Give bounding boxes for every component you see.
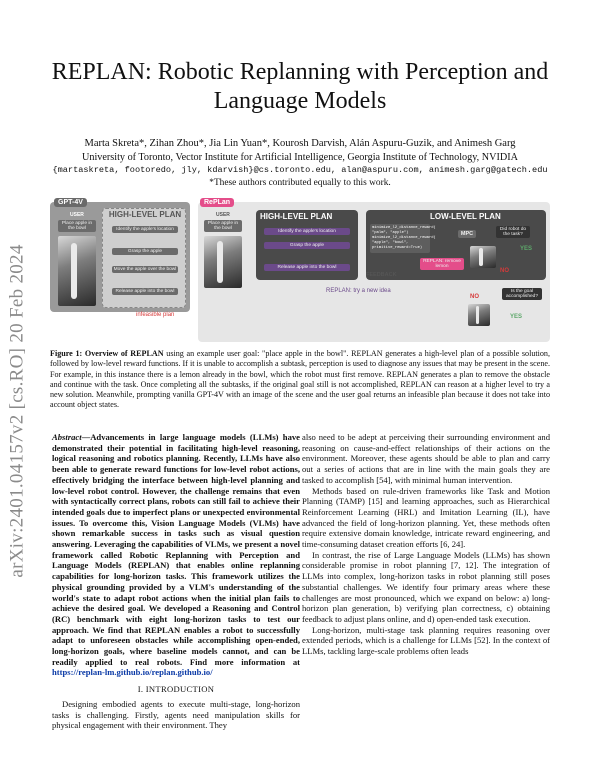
left-step-1: Identify the apple's location xyxy=(112,226,178,233)
robot-image xyxy=(470,246,496,268)
left-step-4: Release apple into the bowl xyxy=(112,288,178,295)
replan-user-label: USER xyxy=(216,212,230,218)
reward-code: minimize_l2_distance_reward( "palm", "apple") minimize_l2_distance_reward( "apple", "bowl", primitive_reward=True) xyxy=(370,224,430,253)
figure-caption xyxy=(50,349,550,411)
replan-remove-lemon: REPLAN: remove lemon xyxy=(420,258,464,270)
left-step-2: Grasp the apple xyxy=(112,248,178,255)
hl-step-3: Release apple into the bowl xyxy=(264,264,350,271)
scene-image-left xyxy=(58,236,96,306)
high-level-plan-left-title: HIGH-LEVEL PLAN xyxy=(108,210,182,219)
mpc-label: MPC xyxy=(458,230,476,238)
right-paragraph-1: also need to be adept at perceiving their surrounding environment and reasoning on cause-and-effect relationships of their actions on the environment. Moreover, these agents should be able to plan and carry out a series of actions that are in line with the main goals they are tasked to accomplish [54], with minimal human intervention. xyxy=(302,432,550,485)
project-link[interactable]: https://replan-lm.github.io/replan.github.io/ xyxy=(52,667,213,678)
replan-user-goal: Place apple in the bowl xyxy=(204,220,242,232)
user-label: USER xyxy=(70,212,84,218)
infeasible-plan-label: infeasible plan xyxy=(136,312,175,318)
paper-title: REPLAN: Robotic Replanning with Perception and Language Models xyxy=(51,59,549,114)
right-paragraph-4: Long-horizon, multi-stage task planning requires reasoning over extended periods, which is a challenge for LLMs [52]. In the context of LLMs, tackling large-scale problems often leads xyxy=(302,624,550,657)
replan-label: RePLan xyxy=(200,198,234,207)
yes-label-2: YES xyxy=(510,314,523,320)
high-level-plan-title: HIGH-LEVEL PLAN xyxy=(260,212,333,221)
arxiv-stamp: arXiv:2401.04157v2 [cs.RO] 20 Feb 2024 xyxy=(7,244,29,578)
result-image xyxy=(468,304,490,326)
abstract: Abstract—Advancements in large language models (LLMs) have demonstrated their potential in facilitating high-level reasoning, logical reasoning and robotics planning. Recently, LLMs have also been able to generate reward functions for low-level robot actions, effectively bridging the interface between high-level planning and low-level robot control. However, the challenge remains that even with syntactically correct plans, robots can still fail to achieve their intended goals due to imperfect plans or unexpected environmental issues. To overcome this, Vision Language Models (VLMs) have shown remarkable success in tasks such as visual question answering. Leveraging the capabilities of VLMs, we present a novel framework called Robotic Replanning with Perception and Language Models (REPLAN) that enables online replanning capabilities for long-horizon tasks. This framework utilizes the physical grounding provided by a VLM's understanding of the world's state to adapt robot actions when the initial plan fails to achieve the desired goal. We developed a Reasoning and Control (RC) benchmark with eight long-horizon tasks to test our approach. We find that REPLAN enables a robot to successfully adapt to unforeseen obstacles while accomplishing open-ended, long-horizon goals, where baseline models cannot, and can be readily applied to real robots. Find more information at https://replan-lm.github.io/replan.github.io/ xyxy=(52,432,300,678)
intro-paragraph: Designing embodied agents to execute multi-stage, long-horizon tasks is challenging. Firstly, agents need manipulation skills for physical engagement with their environment. They xyxy=(52,698,300,731)
no-label: NO xyxy=(500,268,509,274)
scene-image-replan xyxy=(204,236,242,288)
caption-lead: Figure 1: Overview of REPLAN xyxy=(50,349,164,358)
replan-try-label: REPLAN: try a new idea xyxy=(326,288,391,294)
figure-1 xyxy=(50,196,550,342)
low-level-plan-title: LOW-LEVEL PLAN xyxy=(430,212,501,221)
authors: Marta Skreta*, Zihan Zhou*, Jia Lin Yuan*, Kourosh Darvish, Alán Aspuru-Guzik, and Animesh Garg xyxy=(84,138,516,149)
did-robot-question: Did robot do the task? xyxy=(496,226,530,238)
hl-step-1: Identify the apple's location xyxy=(264,228,350,235)
affiliation: University of Toronto, Vector Institute for Artificial Intelligence, Georgia Institute of Technology, NVIDIA xyxy=(82,152,518,163)
left-step-3: Move the apple over the bowl xyxy=(113,267,177,272)
right-column xyxy=(302,432,550,657)
goal-accomplished-question: Is the goal accomplished? xyxy=(502,288,542,300)
intro-heading: I. INTRODUCTION xyxy=(137,684,215,695)
caption-body: using an example user goal: "place apple in the bowl". REPLAN generates a high-level plan of a possible solution, followed by low-level reward functions. If it is unable to accomplish a subtask, perception is used to diagnose any issues that may be present in the scene. For example, in this instance there is a lemon already in the bowl, which the robot must first remove. REPLAN generates a plan to remove the obstacle and continue with the task. Once completing all the subtasks, if the original goal still is not accomplished, REPLAN can reason at a higher level to try a new solution. Meanwhile, prompting vanilla GPT-4V with an image of the scene and the user goal returns an infeasible plan because it does not take into account object states. xyxy=(50,349,551,410)
feedback-label: FEEDBACK xyxy=(366,272,397,278)
right-paragraph-3: In contrast, the rise of Large Language Models (LLMs) has shown considerable promise in robot planning [7, 12]. The integration of LLMs into complex, long-horizon tasks in robot planning still poses substantial challenges. We identify four primary areas where these challenges are most pronounced, which we expand on below: a) long-horizon plan generation, b) verifying plan correctness, c) obtaining feedback to adjust plans online, and d) open-ended task execution. xyxy=(302,549,550,624)
right-paragraph-2: Methods based on rule-driven frameworks like Task and Motion Planning (TAMP) [15] and learning approaches, such as Hierarchical Reinforcement Learning (HRL) and Imitation Learning (IL), have advanced the field of long-horizon planning. Yet, these methods often require extensive domain knowledge, intricate reward engineering, and time-consuming dataset creation efforts [6, 24]. xyxy=(302,485,550,550)
emails: {martaskreta, footoredo, jly, kdarvish}@cs.toronto.edu, alan@aspuru.com, animesh.garg@gatech.edu xyxy=(52,165,548,175)
user-goal: Place apple in the bowl xyxy=(58,220,96,232)
hl-step-2: Grasp the apple xyxy=(264,242,350,249)
equal-contribution-note: *These authors contributed equally to this work. xyxy=(209,178,391,188)
yes-label: YES xyxy=(520,246,533,252)
no-label-2: NO xyxy=(470,294,479,300)
gpt4v-label: GPT-4V xyxy=(54,198,87,207)
left-column xyxy=(52,432,300,731)
